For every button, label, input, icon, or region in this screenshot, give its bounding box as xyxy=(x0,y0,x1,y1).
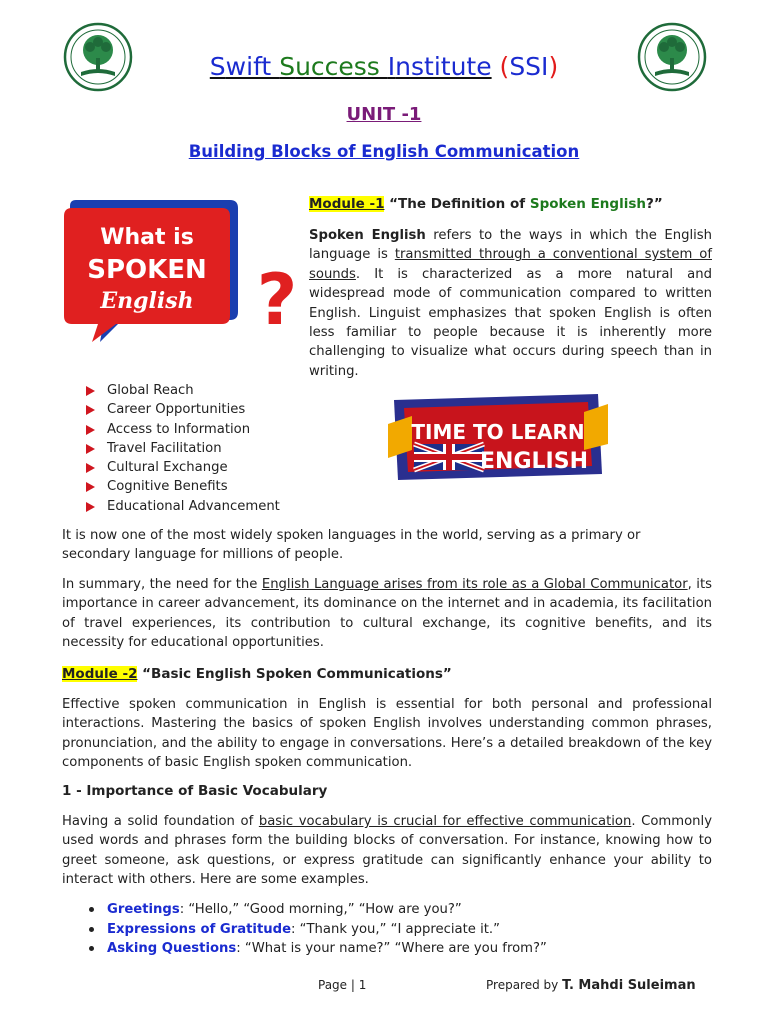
example-text: : “Thank you,” “I appreciate it.” xyxy=(291,921,500,937)
list-item-label: Global Reach xyxy=(107,383,194,398)
summary-text-underlined: English Language arises from its role as a Global Communicator xyxy=(261,577,688,592)
title-abbr-open: ( xyxy=(491,52,510,81)
arrow-bullet-icon xyxy=(86,425,95,435)
paragraph-summary xyxy=(62,575,712,653)
example-text: : “Hello,” “Good morning,” “How are you?” xyxy=(179,902,462,917)
arrow-bullet-icon xyxy=(86,386,95,396)
list-item xyxy=(89,939,547,959)
paragraph-widely-spoken: It is now one of the most widely spoken languages in the world, serving as a primary or secondary language for millions of people. xyxy=(62,528,641,563)
list-item xyxy=(86,497,280,516)
arrow-bullet-icon xyxy=(86,463,95,473)
section-1-heading: 1 - Importance of Basic Vocabulary xyxy=(62,783,328,799)
example-term: Greetings xyxy=(107,902,180,917)
arrow-bullet-icon xyxy=(86,405,95,415)
what-is-spoken-english-image xyxy=(62,196,302,346)
list-item-label: Cognitive Benefits xyxy=(107,479,228,495)
list-item-label: Access to Information xyxy=(107,421,251,437)
title-word-institute: Institute xyxy=(387,52,492,81)
bullet-icon xyxy=(89,927,94,932)
module-1-heading xyxy=(309,196,663,212)
arrow-bullet-icon xyxy=(86,502,95,512)
module-2-heading-text: “Basic English Spoken Communications” xyxy=(137,666,452,682)
list-item-label: Cultural Exchange xyxy=(107,460,228,476)
module-1-term: Spoken English xyxy=(309,228,426,243)
image-text-spoken: SPOKEN xyxy=(87,255,207,285)
module-1-paragraph xyxy=(309,226,712,381)
module-1-text-b: . It is characterized as a more natural and widespread mode of communication compared to written English. Linguist emphasizes that spoken English is often less familiar to people because it is inherently more challenging to visualize what occurs during speech than in writing. xyxy=(309,266,712,379)
section-1-text-underlined: basic vocabulary is crucial for effective communication xyxy=(258,814,632,829)
list-item xyxy=(86,439,280,458)
title-abbr: SSI xyxy=(509,52,549,81)
title-word-swift: Swift xyxy=(209,52,280,81)
page-number: Page | 1 xyxy=(318,978,367,992)
bullet-icon xyxy=(89,946,94,951)
image-text-what-is: What is xyxy=(100,225,194,250)
list-item xyxy=(86,420,280,439)
module-2-heading xyxy=(62,666,452,682)
examples-list xyxy=(89,900,547,959)
unit-heading: UNIT -1 xyxy=(346,104,422,125)
module-2-paragraph: Effective spoken communication in English is essential for both personal and professional interactions. Mastering the basics of spoken English involves understanding common phrases, pronunciation, and the ability to engage in conversations. Here’s a detailed breakdown of the key components of basic English spoken communication. xyxy=(62,697,712,771)
module-1-heading-post: ?” xyxy=(646,196,663,212)
example-text: : “What is your name?” “Where are you from?” xyxy=(236,941,547,956)
module-1-text-underlined: transmitted through a conventional system of sounds xyxy=(309,247,712,282)
image-text-time-to-learn: TIME TO LEARN xyxy=(411,420,585,444)
section-1-paragraph xyxy=(62,812,712,890)
list-item xyxy=(86,381,280,400)
uk-flag-icon xyxy=(414,444,484,470)
example-term: Expressions of Gratitude xyxy=(107,921,292,937)
prepared-by-label: Prepared by xyxy=(486,978,563,992)
module-1-label: Module -1 xyxy=(309,196,385,212)
list-item-label: Educational Advancement xyxy=(107,498,280,514)
list-item xyxy=(89,900,547,920)
module-2-label: Module -2 xyxy=(62,666,138,682)
benefits-list xyxy=(86,381,280,516)
list-item-label: Career Opportunities xyxy=(107,402,246,418)
question-mark-icon: ? xyxy=(256,259,298,341)
title-abbr-close: ) xyxy=(548,52,559,81)
list-item xyxy=(86,400,280,419)
module-1-heading-pre: “The Definition of xyxy=(384,196,530,212)
time-to-learn-english-image xyxy=(388,386,608,490)
list-item xyxy=(86,458,280,477)
document-title xyxy=(0,52,768,82)
arrow-bullet-icon xyxy=(86,444,95,454)
image-text-english-banner: ENGLISH xyxy=(480,449,588,474)
arrow-bullet-icon xyxy=(86,482,95,492)
section-1-text-a: Having a solid foundation of xyxy=(62,814,259,829)
list-item xyxy=(89,920,547,940)
bullet-icon xyxy=(89,907,94,912)
unit-subtitle: Building Blocks of English Communication xyxy=(188,142,580,161)
image-text-english: English xyxy=(100,288,194,314)
prepared-by xyxy=(486,978,696,993)
list-item-label: Travel Facilitation xyxy=(107,440,222,456)
summary-text-b: , its importance in career advancement, its dominance on the internet and in academia, its facilitation of travel experiences, its contribution to cultural exchange, its cognitive benefits, and its necessity for educational opportunities. xyxy=(62,577,712,651)
module-1-text-a: refers to the ways in which the English language is xyxy=(309,228,713,263)
title-word-success: Success xyxy=(279,52,388,81)
summary-text-a: In summary, the need for the xyxy=(62,577,262,592)
author-name: T. Mahdi Suleiman xyxy=(562,978,696,993)
example-term: Asking Questions xyxy=(107,941,237,956)
module-1-heading-green: Spoken English xyxy=(529,196,646,212)
list-item xyxy=(86,477,280,496)
section-1-text-b: . Commonly used words and phrases form the building blocks of conversation. For instance, knowing how to greet someone, ask questions, or express gratitude can significantly enhance your ability to interact with others. Here are some examples. xyxy=(62,814,712,888)
